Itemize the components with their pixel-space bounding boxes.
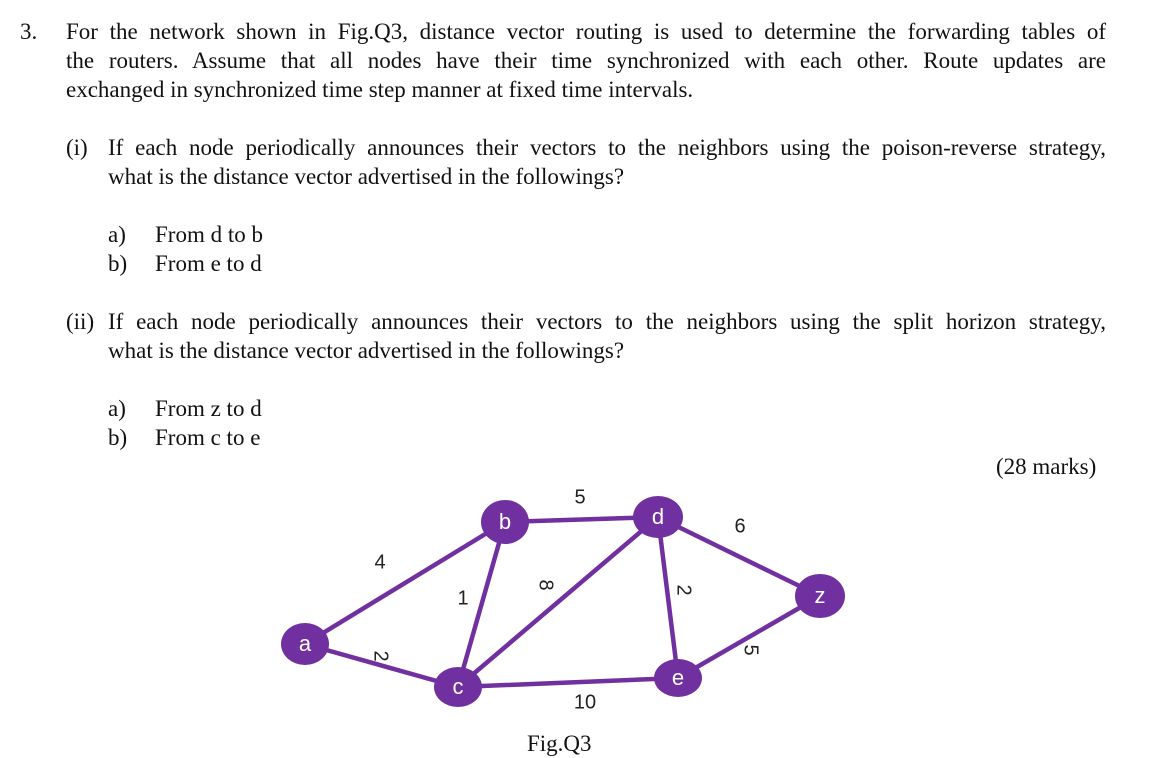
- edge-weight-a-b: 4: [374, 551, 386, 574]
- figure-caption: Fig.Q3: [527, 731, 592, 756]
- edge-weight-e-z: 5: [739, 644, 762, 656]
- node-label-a: a: [298, 630, 312, 656]
- edge-c-d: [458, 517, 658, 687]
- marks-label: (28 marks): [996, 454, 1097, 479]
- part-i-line-2: what is the distance vector advertised in the followings?: [108, 164, 625, 189]
- edge-weight-d-z: 6: [734, 515, 746, 538]
- intro-line-2: the routers. Assume that all nodes have their time synchronized with each other. Route updates are: [66, 48, 1106, 73]
- part-i-item-a-label: a): [108, 222, 126, 247]
- node-label-b: b: [498, 508, 512, 534]
- edge-weight-c-d: 8: [534, 579, 557, 591]
- edge-c-e: [458, 678, 678, 687]
- node-label-d: d: [651, 503, 665, 529]
- part-ii-item-a-text: From z to d: [155, 396, 262, 421]
- nodes-layer: [281, 496, 845, 707]
- question-number: 3.: [20, 19, 38, 44]
- intro-line-3: exchanged in synchronized time step manner at fixed time intervals.: [66, 77, 694, 102]
- part-i-item-b-text: From e to d: [155, 251, 262, 276]
- edge-weight-b-d: 5: [574, 486, 586, 509]
- edge-d-e: [658, 517, 678, 678]
- edge-weight-d-e: 2: [672, 584, 695, 596]
- node-label-c: c: [452, 673, 464, 699]
- edge-e-z: [678, 596, 820, 678]
- part-ii-item-b-label: b): [108, 425, 128, 450]
- part-i-item-a-text: From d to b: [155, 222, 263, 247]
- part-ii-item-b-text: From c to e: [155, 425, 261, 450]
- part-i-line-1: If each node periodically announces their vectors to the neighbors using the poison-reverse strategy,: [108, 135, 1106, 160]
- part-i-label: (i): [66, 135, 88, 160]
- part-ii-line-1: If each node periodically announces their vectors to the neighbors using the split horizon strategy,: [108, 309, 1106, 334]
- node-label-z: z: [814, 582, 826, 608]
- node-label-e: e: [671, 664, 685, 690]
- part-i-item-b-label: b): [108, 251, 128, 276]
- part-ii-item-a-label: a): [108, 396, 126, 421]
- intro-line-1: For the network shown in Fig.Q3, distance vector routing is used to determine the forwarding tables of: [66, 19, 1106, 44]
- edge-weight-a-c: 2: [369, 650, 392, 662]
- part-ii-line-2: what is the distance vector advertised in the followings?: [108, 338, 625, 363]
- edge-weight-b-c: 1: [457, 587, 469, 610]
- part-ii-label: (ii): [66, 309, 95, 334]
- edge-weight-c-e: 10: [573, 691, 597, 714]
